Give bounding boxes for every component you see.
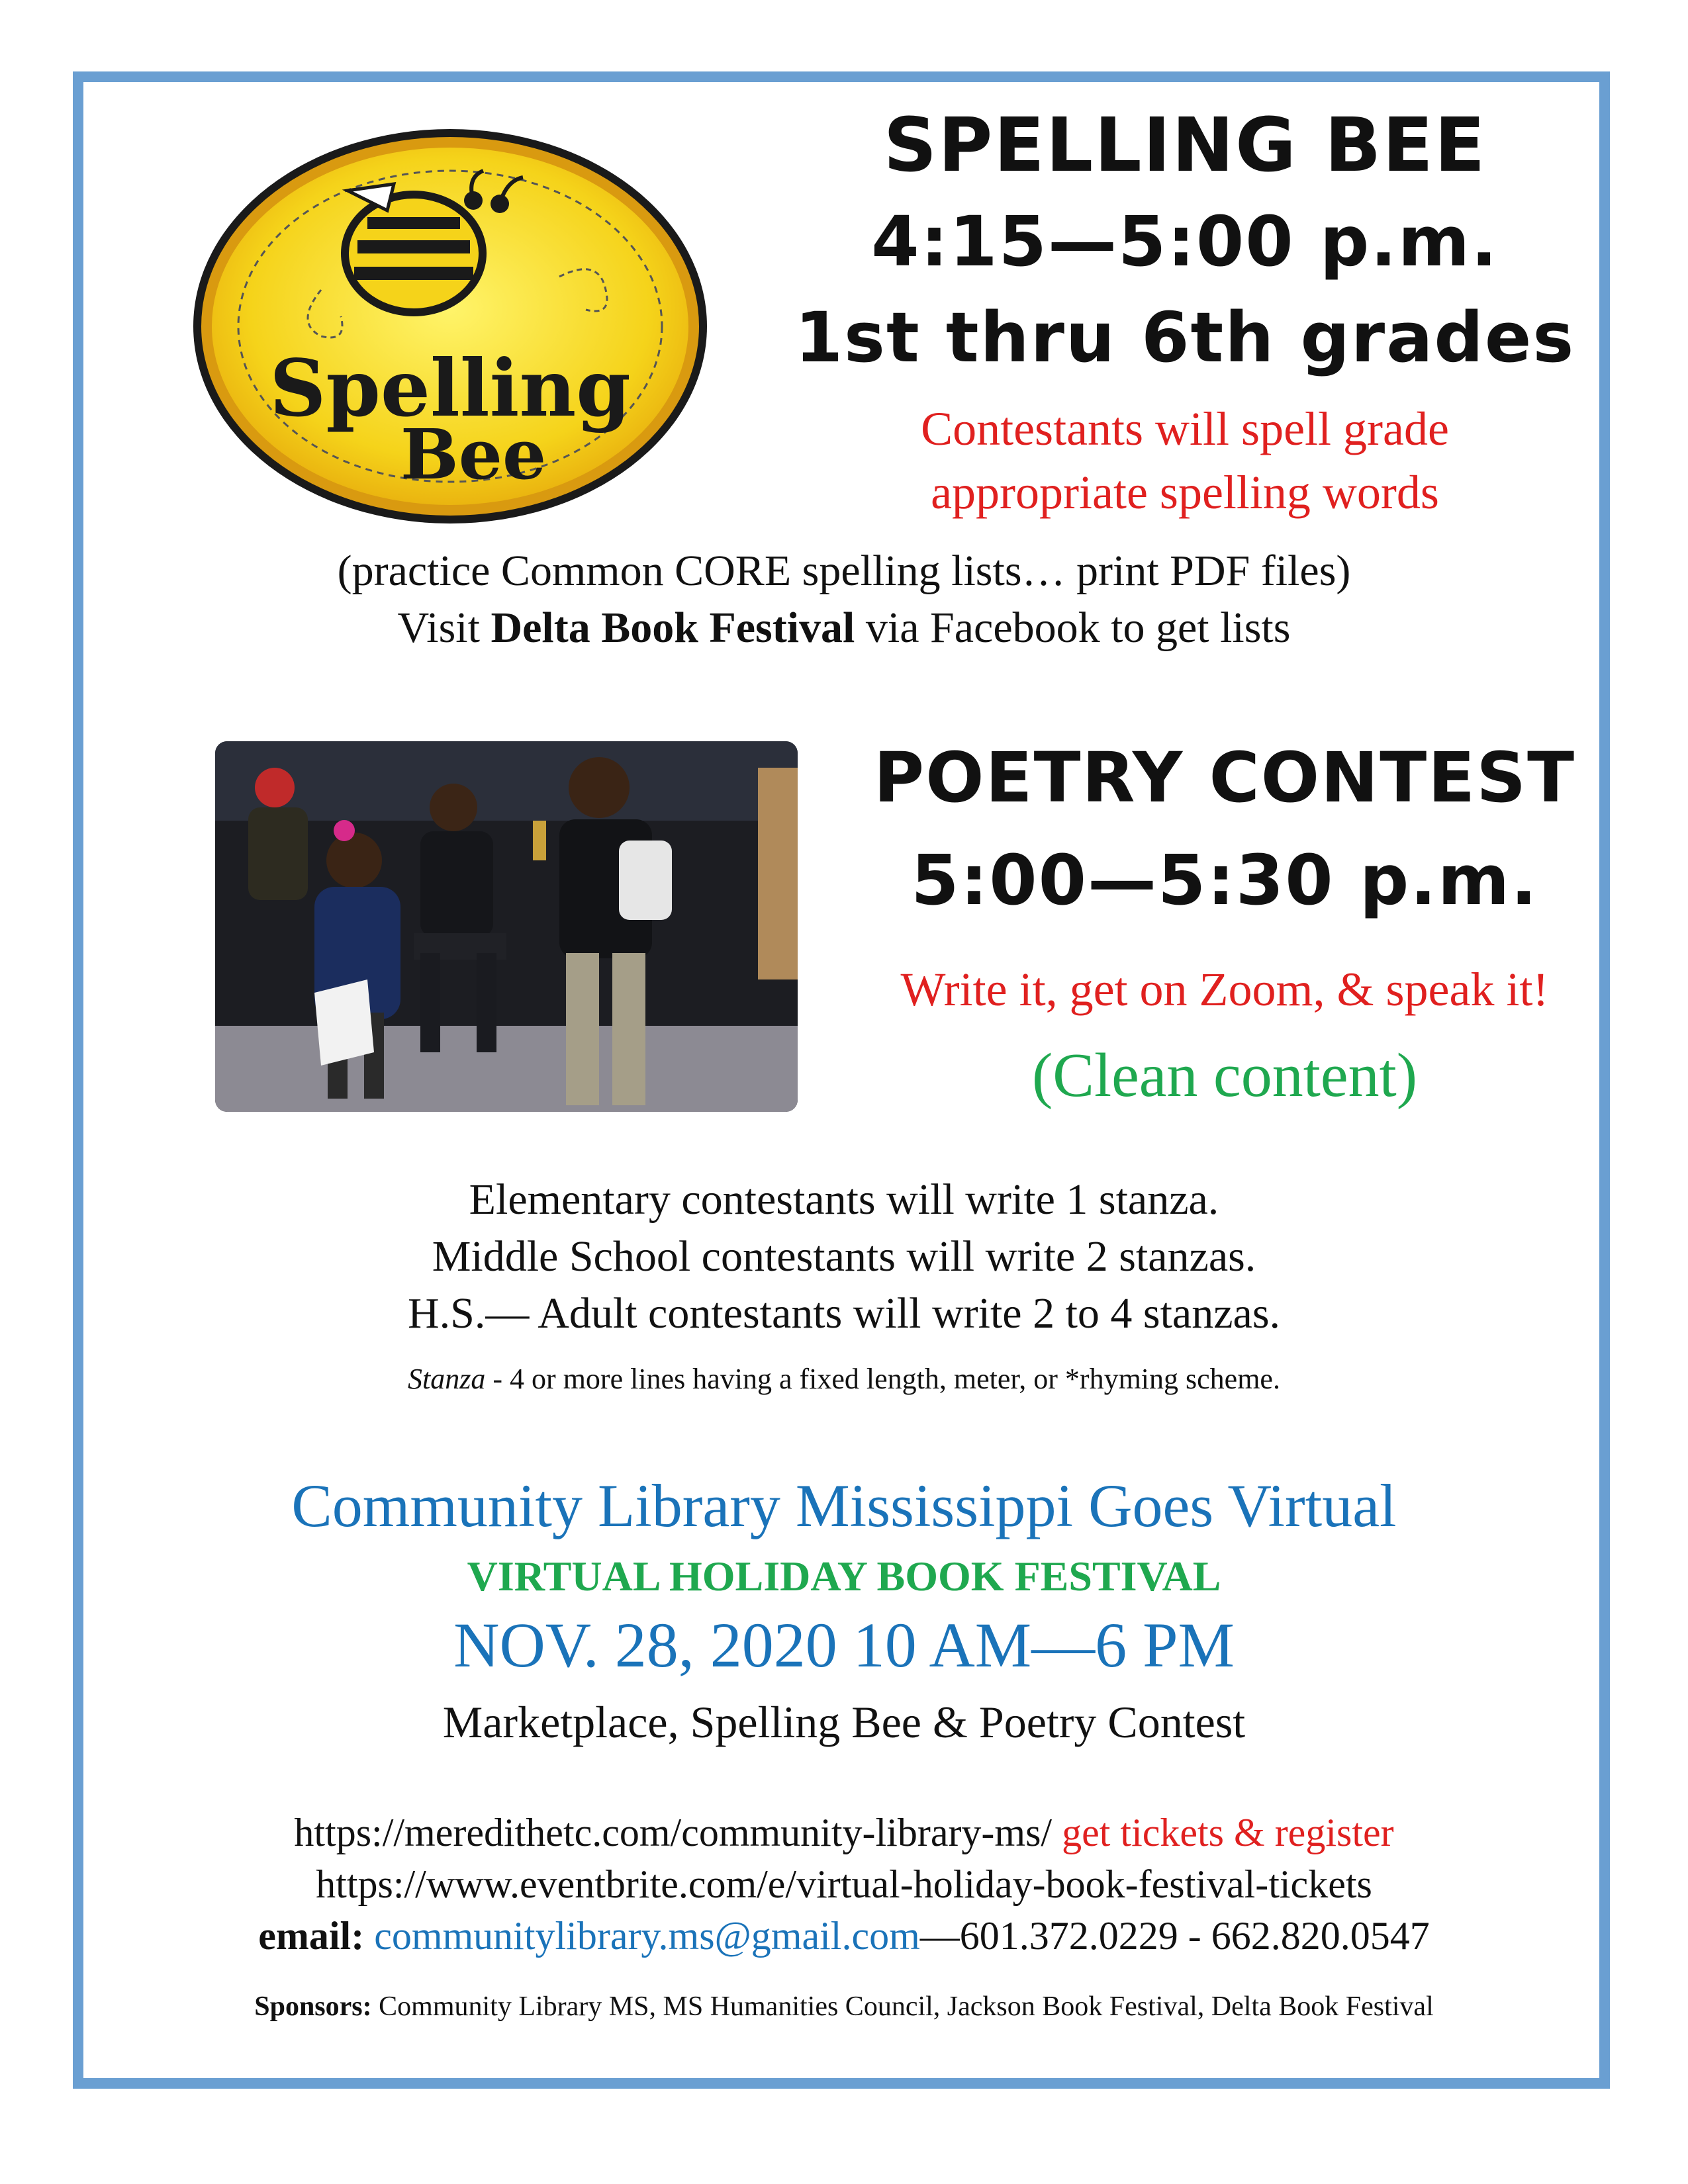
sponsors-label: Sponsors: bbox=[254, 1991, 372, 2022]
practice-suffix: via Facebook to get lists bbox=[855, 604, 1291, 652]
desc-line-2: appropriate spelling words bbox=[931, 466, 1439, 519]
festival-subtitle: VIRTUAL HOLIDAY BOOK FESTIVAL bbox=[467, 1553, 1221, 1600]
logo-line2: Bee bbox=[400, 414, 547, 495]
rule-elementary: Elementary contestants will write 1 stanza. bbox=[469, 1175, 1219, 1224]
spelling-bee-logo bbox=[189, 124, 712, 528]
spelling-bee-title: SPELLING BEE bbox=[883, 103, 1487, 189]
tickets-note: get tickets & register bbox=[1052, 1811, 1394, 1854]
poetry-rules bbox=[106, 1171, 1582, 1342]
sponsors-list: Community Library MS, MS Humanities Council, Jackson Book Festival, Delta Book Festival bbox=[371, 1991, 1434, 2022]
poetry-contest-photo bbox=[215, 741, 798, 1112]
delta-book-festival-name: Delta Book Festival bbox=[491, 604, 855, 652]
eventbrite-link[interactable]: https://www.eventbrite.com/e/virtual-holiday-book-festival-tickets bbox=[316, 1862, 1372, 1906]
stanza-def-text: - 4 or more lines having a fixed length, meter, or *rhyming scheme. bbox=[485, 1363, 1280, 1395]
stanza-definition bbox=[106, 1359, 1582, 1399]
festival-title: Community Library Mississippi Goes Virtual bbox=[291, 1472, 1397, 1539]
festival-events: Marketplace, Spelling Bee & Poetry Contest bbox=[442, 1697, 1246, 1747]
rule-middle-school: Middle School contestants will write 2 stanzas. bbox=[432, 1232, 1256, 1281]
rule-hs-adult: H.S.— Adult contestants will write 2 to 4 stanzas. bbox=[407, 1289, 1281, 1338]
links-block bbox=[106, 1807, 1582, 1962]
contact-line bbox=[106, 1910, 1582, 1962]
phone-numbers: —601.372.0229 - 662.820.0547 bbox=[919, 1914, 1430, 1958]
festival-date: NOV. 28, 2020 10 AM—6 PM bbox=[453, 1610, 1235, 1680]
meredithetc-link[interactable]: https://meredithetc.com/community-library-ms/ bbox=[294, 1811, 1053, 1854]
stanza-term: Stanza bbox=[408, 1363, 486, 1395]
sponsors-line bbox=[106, 1988, 1582, 2025]
desc-line-1: Contestants will spell grade bbox=[921, 402, 1449, 455]
practice-info bbox=[106, 543, 1582, 657]
link-line-1 bbox=[106, 1807, 1582, 1858]
logo-line1: Spelling bbox=[269, 342, 631, 434]
spelling-bee-time: 4:15—5:00 p.m. bbox=[871, 201, 1499, 282]
clean-content-note: (Clean content) bbox=[1031, 1041, 1418, 1110]
practice-prefix: Visit bbox=[397, 604, 491, 652]
spelling-bee-grades: 1st thru 6th grades bbox=[794, 297, 1575, 378]
email-link[interactable]: communitylibrary.ms@gmail.com bbox=[364, 1914, 920, 1958]
poetry-contest-title: POETRY CONTEST bbox=[873, 737, 1576, 818]
poetry-instructions: Write it, get on Zoom, & speak it! bbox=[900, 963, 1549, 1016]
email-label: email: bbox=[258, 1914, 365, 1958]
practice-line-2 bbox=[106, 600, 1582, 657]
poetry-contest-time: 5:00—5:30 p.m. bbox=[911, 840, 1538, 921]
spelling-bee-description bbox=[761, 397, 1609, 524]
practice-line-1: (practice Common CORE spelling lists… print PDF files) bbox=[337, 547, 1351, 595]
